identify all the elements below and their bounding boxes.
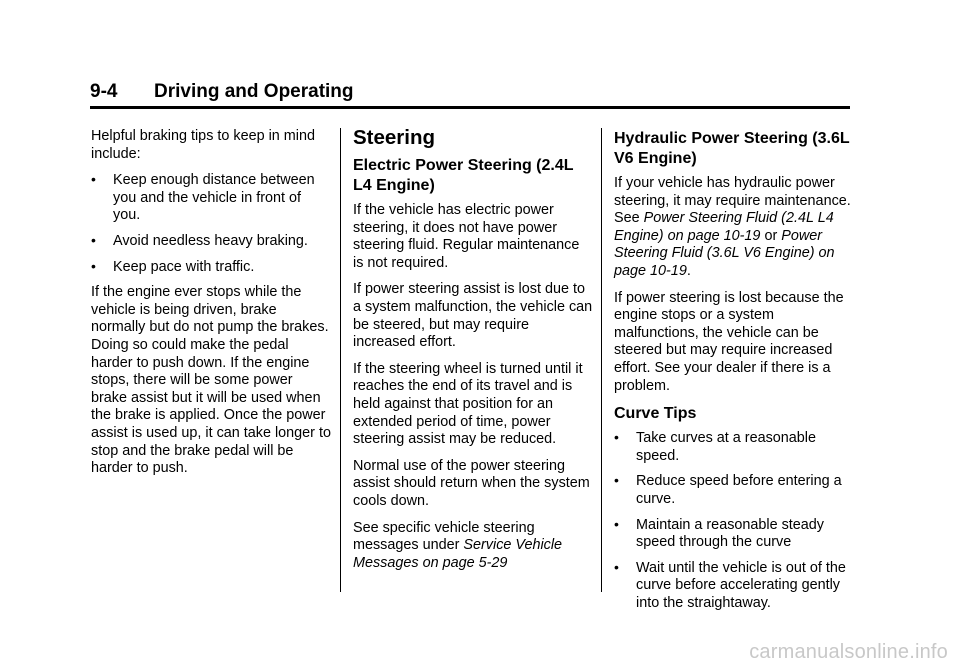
column-divider	[340, 128, 341, 592]
column-hydraulic-steering	[614, 129, 859, 620]
list-item	[614, 517, 859, 552]
column-steering	[353, 126, 593, 581]
list-item	[91, 259, 331, 277]
fluid-24l-reference[interactable]: Power Steering Fluid (2.4L L4 Engine) on page 10-19	[614, 210, 834, 244]
p1-end: .	[686, 262, 691, 279]
bullet-icon: •	[614, 429, 619, 446]
column-braking-tips	[91, 128, 331, 487]
list-item-text: Reduce speed before entering a curve.	[636, 473, 842, 507]
list-item	[614, 430, 859, 465]
braking-intro: Helpful braking tips to keep in mind include:	[91, 128, 315, 162]
hydraulic-steering-p1	[614, 175, 859, 281]
list-item-text: Avoid needless heavy braking.	[113, 232, 308, 249]
braking-tips-list	[91, 172, 331, 276]
electric-steering-p1: If the vehicle has electric power steering, it does not have power steering fluid. Regular maintenance is not required.	[353, 202, 580, 271]
service-messages-reference[interactable]: Service Vehicle Messages on page 5-29	[353, 537, 563, 571]
p5-text: See specific vehicle steering messages under	[353, 519, 535, 554]
electric-steering-p5	[353, 520, 593, 573]
list-item-text: Maintain a reasonable steady speed through the curve	[636, 516, 824, 551]
bullet-icon: •	[91, 171, 96, 188]
page-header	[90, 80, 850, 109]
list-item	[614, 473, 859, 508]
section-title: Driving and Operating	[154, 81, 354, 102]
list-item-text: Take curves at a reasonable speed.	[636, 430, 816, 464]
list-item	[91, 172, 331, 225]
watermark: carmanualsonline.info	[749, 641, 948, 663]
steering-heading: Steering	[353, 126, 436, 149]
p1-text: If your vehicle has hydraulic power steering, it may require maintenance. See	[614, 175, 851, 227]
p1-or: or	[764, 227, 778, 244]
electric-steering-p2: If power steering assist is lost due to a system malfunction, the vehicle can be steered, but may require increased effort.	[353, 281, 593, 351]
hydraulic-steering-p2: If power steering is lost because the engine stops or a system malfunctions, the vehicle can be steered but may require increased effort. See your dealer if there is a problem.	[614, 289, 844, 394]
electric-steering-p4: Normal use of the power steering assist should return when the system cools down.	[353, 457, 590, 509]
engine-stop-paragraph: If the engine ever stops while the vehicle is being driven, brake normally but do not pump the brakes. Doing so could make the pedal harder to push down. If the engine stops, there will be some power brake assist but it will be used when the brake is applied. Once the power assist is used up, it can take longer to stop and the brake pedal will be harder to push.	[91, 284, 331, 477]
curve-tips-heading: Curve Tips	[614, 405, 697, 423]
list-item-text: Wait until the vehicle is out of the curve before accelerating gently into the straightaway.	[636, 559, 846, 611]
list-item-text: Keep pace with traffic.	[113, 258, 255, 275]
bullet-icon: •	[614, 515, 619, 532]
bullet-icon: •	[614, 558, 619, 575]
list-item-text: Keep enough distance between you and the vehicle in front of you.	[113, 172, 315, 224]
bullet-icon: •	[91, 231, 96, 248]
page-number: 9-4	[90, 81, 118, 102]
electric-steering-subheading: Electric Power Steering (2.4L L4 Engine)	[353, 157, 574, 194]
column-divider	[601, 128, 602, 592]
bullet-icon: •	[614, 472, 619, 489]
list-item	[614, 560, 859, 613]
curve-tips-list	[614, 430, 859, 612]
electric-steering-p3: If the steering wheel is turned until it reaches the end of its travel and is held against that position for an extended period of time, power steering assist may be reduced.	[353, 360, 583, 448]
bullet-icon: •	[91, 257, 96, 274]
list-item	[91, 233, 331, 251]
hydraulic-steering-heading: Hydraulic Power Steering (3.6L V6 Engine)	[614, 130, 850, 167]
fluid-36l-reference[interactable]: Power Steering Fluid (3.6L V6 Engine) on page 10-19	[614, 227, 835, 279]
